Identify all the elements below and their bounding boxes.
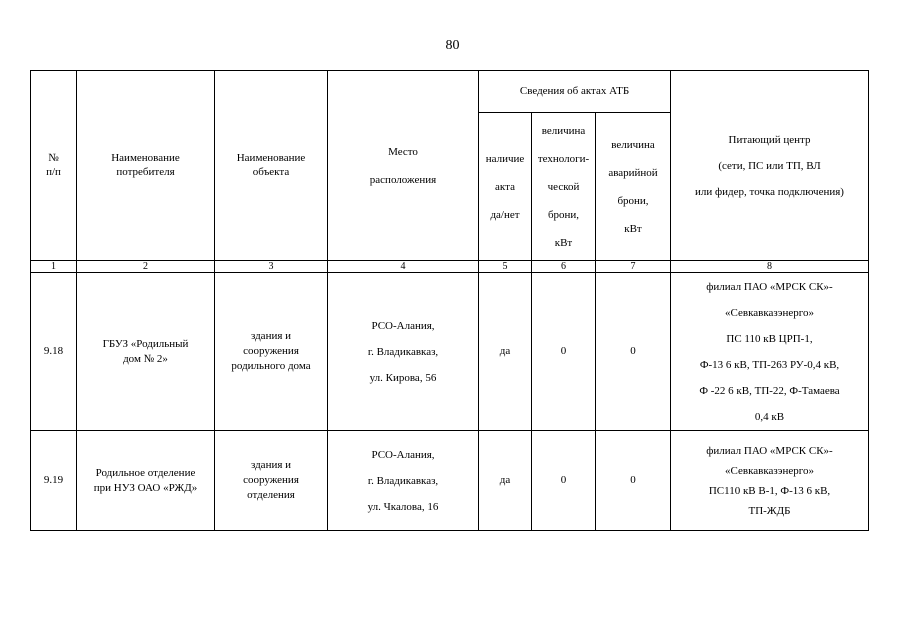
row-tech-reserve: 0 (532, 273, 596, 431)
header-atb-presence: наличие акта да/нет (479, 113, 532, 261)
row-presence: да (479, 273, 532, 431)
table-row (31, 431, 869, 531)
header-location: Место расположения (328, 71, 479, 261)
row-location: РСО-Алания, г. Владикавказ, ул. Кирова, 56 (328, 273, 479, 431)
row-supply-center: филиал ПАО «МРСК СК»- «Севкавказэнерго» ПС110 кВ В-1, Ф-13 6 кВ, ТП-ЖДБ (671, 431, 869, 531)
column-number: 5 (479, 261, 532, 273)
column-number: 2 (77, 261, 215, 273)
column-number: 1 (31, 261, 77, 273)
table-row (31, 273, 869, 431)
header-supply-center: Питающий центр (сети, ПС или ТП, ВЛ или фидер, точка подключения) (671, 71, 869, 261)
header-atb-group: Сведения об актах АТБ (479, 71, 671, 113)
row-num: 9.18 (31, 273, 77, 431)
row-object: здания и сооружения отделения (215, 431, 328, 531)
row-consumer: Родильное отделение при НУЗ ОАО «РЖД» (77, 431, 215, 531)
row-num: 9.19 (31, 431, 77, 531)
column-number: 3 (215, 261, 328, 273)
column-number: 7 (596, 261, 671, 273)
page-number: 80 (445, 38, 460, 53)
row-emergency-reserve: 0 (596, 273, 671, 431)
header-object: Наименование объекта (215, 71, 328, 261)
column-number: 6 (532, 261, 596, 273)
header-emergency-reserve: величина аварийной брони, кВт (596, 113, 671, 261)
header-row-1 (31, 71, 869, 113)
header-consumer: Наименование потребителя (77, 71, 215, 261)
row-object: здания и сооружения родильного дома (215, 273, 328, 431)
column-number: 4 (328, 261, 479, 273)
column-number-row (31, 261, 869, 273)
row-emergency-reserve: 0 (596, 431, 671, 531)
row-location: РСО-Алания, г. Владикавказ, ул. Чкалова, 16 (328, 431, 479, 531)
header-tech-reserve: величина технологи- ческой брони, кВт (532, 113, 596, 261)
row-presence: да (479, 431, 532, 531)
header-num: № п/п (31, 71, 77, 261)
row-tech-reserve: 0 (532, 431, 596, 531)
row-supply-center: филиал ПАО «МРСК СК»- «Севкавказэнерго» ПС 110 кВ ЦРП-1, Ф-13 6 кВ, ТП-263 РУ-0,4 кВ, Ф -22 6 кВ, ТП-22, Ф-Тамаева 0,4 кВ (671, 273, 869, 431)
row-consumer: ГБУЗ «Родильный дом № 2» (77, 273, 215, 431)
atb-table (30, 70, 869, 531)
column-number: 8 (671, 261, 869, 273)
